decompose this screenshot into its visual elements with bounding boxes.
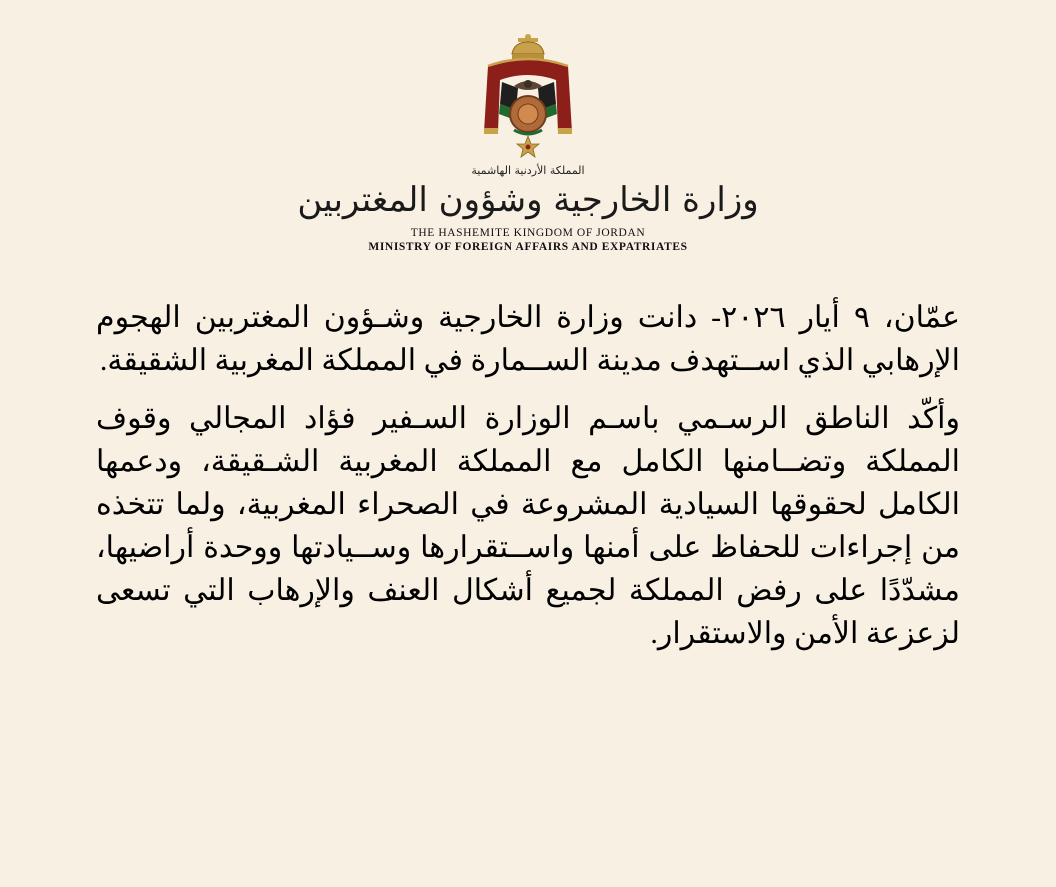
shield-icon [510,96,546,134]
statement-paragraph-2: وأكّد الناطق الرسـمي باسـم الوزارة السـفير فؤاد المجالي وقوف المملكة وتضــامنها الكامل مع المملكة المغربية الشـقيقة، ودعمها الكامل لحقوقها السيادية المشروعة في الصحراء المغربية، ولما تتخذه من إجراءات للحفاظ على أمنها واســتقرارها وســيادتها ووحدة أراضيها، مشدّدًا على رفض المملكة لجميع أشكال العنف والإرهاب التي تسعى لزعزعة الأمن والاستقرار. [96,402,960,650]
kingdom-name-arabic: المملكة الأردنية الهاشمية [471,164,585,177]
statement-body [96,296,960,670]
eagle-icon [514,80,542,90]
kingdom-name-english: THE HASHEMITE KINGDOM OF JORDAN [410,227,646,239]
jordan-coat-of-arms-icon [468,32,588,164]
crown-icon [512,34,544,59]
star-medal-icon [517,136,539,157]
statement-paragraph-1: عمّان، ٩ أيار ٢٠٢٦- دانت وزارة الخارجية وشـؤون المغتربين الهجوم الإرهابي الذي اســتهدف مدينة الســمارة في المملكة المغربية الشقيقة. [96,301,960,377]
letterhead [0,32,1056,254]
ministry-name-english: MINISTRY OF FOREIGN AFFAIRS AND EXPATRIATES [368,241,688,253]
ministry-name-arabic: وزارة الخارجية وشؤون المغتربين [297,180,759,220]
